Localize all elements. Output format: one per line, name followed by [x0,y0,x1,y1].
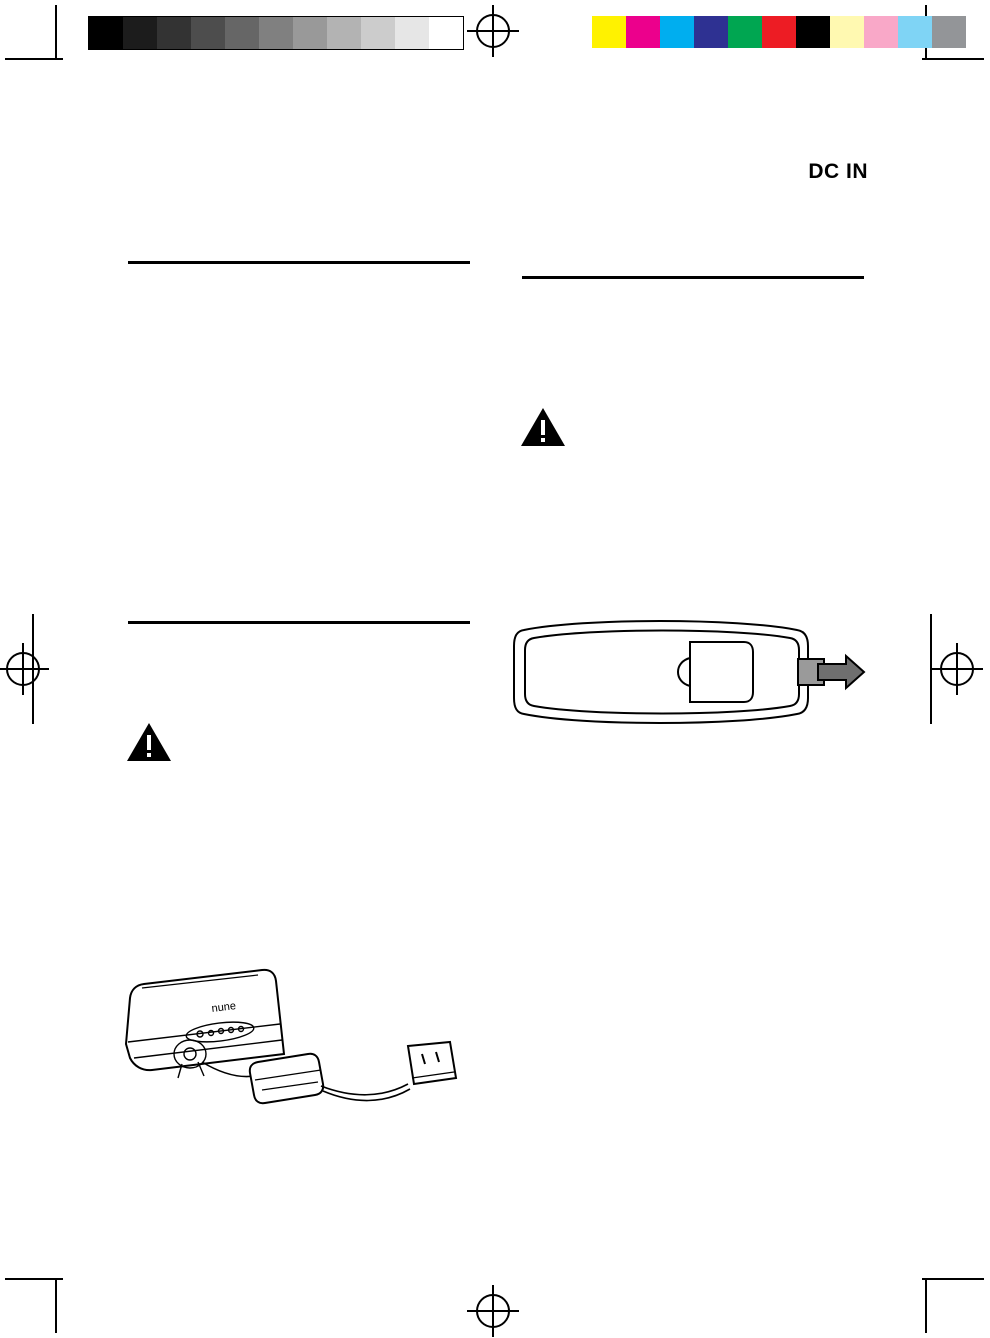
crop-mark-top-left-horizontal [5,58,63,60]
section-rule-left-bottom [128,621,470,624]
color-swatch-2 [660,16,694,48]
color-swatch-1 [626,16,660,48]
speaker-dock-power-adapter-illustration [112,958,492,1148]
gray-swatch-6 [293,17,327,49]
dc-in-label: DC IN [808,160,868,183]
registration-mark-top [476,14,510,48]
section-rule-right-top [522,276,864,279]
gray-swatch-2 [157,17,191,49]
remote-control-battery-tab-illustration [512,612,872,732]
gray-swatch-10 [429,17,463,49]
color-swatch-9 [898,16,932,48]
crop-mark-top-right-horizontal [922,58,984,60]
registration-mark-right [940,652,974,686]
gray-swatch-9 [395,17,429,49]
color-swatch-10 [932,16,966,48]
grayscale-calibration-bar [88,16,464,50]
crop-mark-bottom-right-horizontal [922,1278,984,1280]
color-swatch-5 [762,16,796,48]
color-swatch-6 [796,16,830,48]
registration-mark-left [6,652,40,686]
gray-swatch-5 [259,17,293,49]
color-swatch-8 [864,16,898,48]
color-swatch-3 [694,16,728,48]
crop-mark-bottom-right-vertical [925,1278,927,1333]
crop-mark-top-left-vertical [55,5,57,60]
section-rule-left-top [128,261,470,264]
gray-swatch-1 [123,17,157,49]
gray-swatch-8 [361,17,395,49]
gray-swatch-7 [327,17,361,49]
warning-triangle-icon [520,406,566,448]
crop-mark-bottom-left-horizontal [5,1278,63,1280]
color-swatch-7 [830,16,864,48]
gray-swatch-0 [89,17,123,49]
registration-mark-bottom [476,1294,510,1328]
color-swatch-4 [728,16,762,48]
color-calibration-bar [592,16,966,48]
gray-swatch-3 [191,17,225,49]
color-swatch-0 [592,16,626,48]
warning-triangle-icon [126,721,172,763]
crop-mark-bottom-left-vertical [55,1278,57,1333]
gray-swatch-4 [225,17,259,49]
svg-text:nune: nune [210,1000,237,1015]
